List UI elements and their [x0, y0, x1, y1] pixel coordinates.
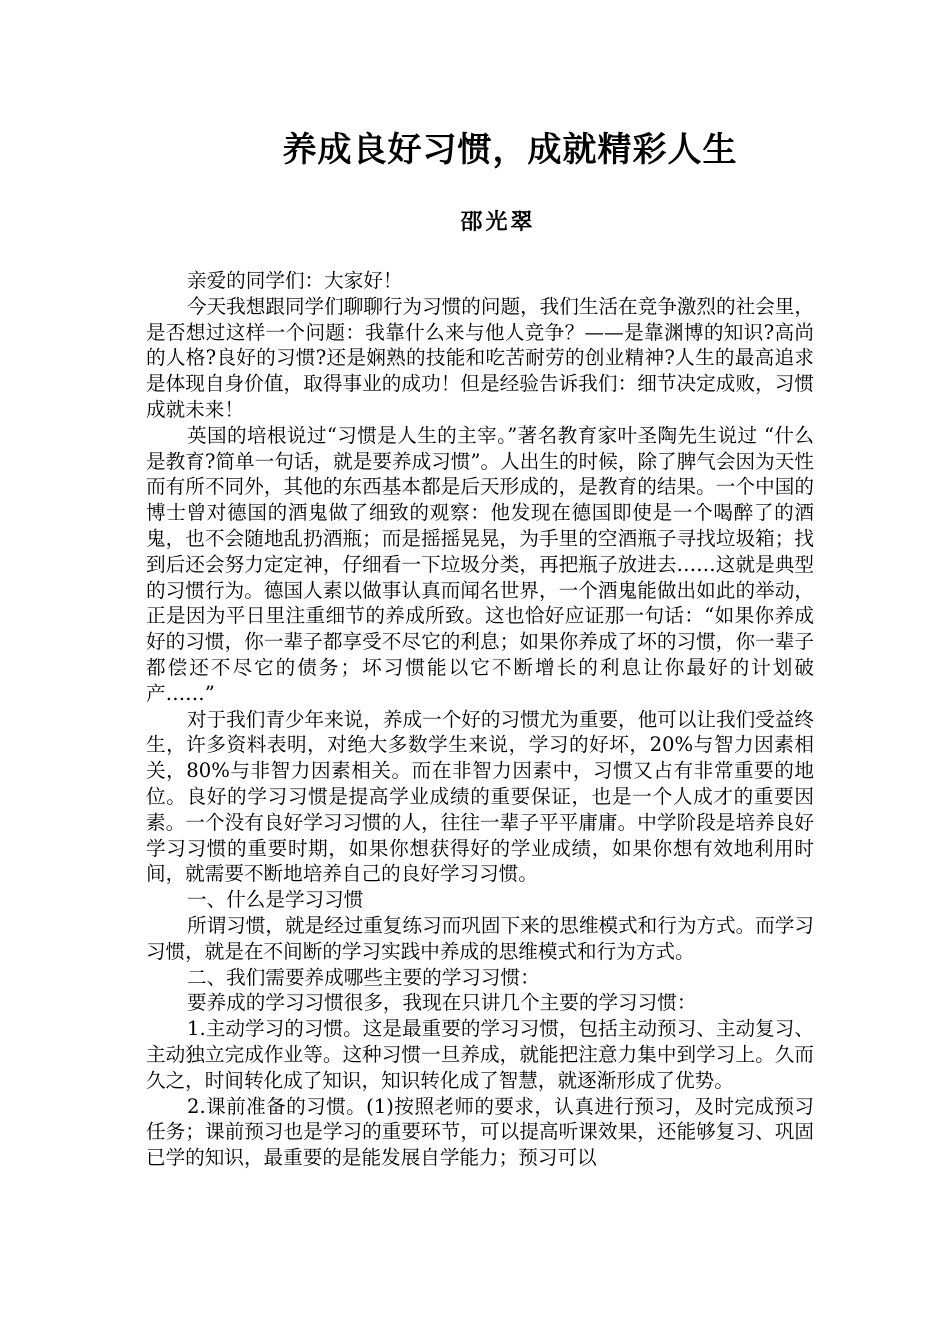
section-heading: 一、什么是学习习惯 [187, 888, 364, 912]
paragraph-greeting: 亲爱的同学们：大家好！ [187, 269, 403, 292]
section-heading: 二、我们需要养成哪些主要的学习习惯： [187, 965, 540, 989]
paragraph: 今天我想跟同学们聊聊行为习惯的问题，我们生活在竞争激烈的社会里，是否想过这样一个问题：我靠什么来与他人竞争？——是靠渊博的知识?高尚的人格?良好的习惯?还是娴熟的技能和吃苦耐劳的创业精神?人生的最高追求是体现自身价值，取得事业的成功！但是经验告诉我们：细节决定成败，习惯成就未来！ [146, 294, 814, 421]
document-author: 邵光翠 [460, 210, 536, 235]
document-title: 养成良好习惯，成就精彩人生 [282, 130, 738, 170]
paragraph: 所谓习惯，就是经过重复练习而巩固下来的思维模式和行为方式。而学习习惯，就是在不间断的学习实践中养成的思维模式和行为方式。 [146, 913, 814, 963]
paragraph: 英国的培根说过“习惯是人生的主宰。”著名教育家叶圣陶先生说过 “什么是教育?简单一句话，就是要养成习惯”。人出生的时候，除了脾气会因为天性而有所不同外，其他的东西基本都是后天形成的，是教育的结果。一个中国的博士曾对德国的酒鬼做了细致的观察：他发现在德国即使是一个喝醉了的酒鬼，也不会随地乱扔酒瓶；而是摇摇晃晃，为手里的空酒瓶子寻找垃圾箱；找到后还会努力定定神，仔细看一下垃圾分类，再把瓶子放进去……这就是典型的习惯行为。德国人素以做事认真而闻名世界，一个酒鬼能做出如此的举动，正是因为平日里注重细节的养成所致。这也恰好应证那一句话：“如果你养成好的习惯，你一辈子都享受不尽它的利息；如果你养成了坏的习惯，你一辈子都偿还不尽它的债务；坏习惯能以它不断增长的利息让你最好的计划破产……” [146, 423, 814, 705]
list-item: 1.主动学习的习惯。这是最重要的学习习惯，包括主动预习、主动复习、主动独立完成作业等。这种习惯一旦养成，就能把注意力集中到学习上。久而久之，时间转化成了知识，知识转化成了智慧，就逐渐形成了优势。 [146, 1017, 814, 1092]
document-body [146, 268, 814, 1171]
list-item: 2.课前准备的习惯。(1)按照老师的要求，认真进行预习，及时完成预习任务；课前预习也是学习的重要环节，可以提高听课效果，还能够复习、巩固已学的知识，最重要的是能发展自学能力；预习可以 [146, 1094, 814, 1170]
paragraph: 要养成的学习习惯很多，我现在只讲几个主要的学习习惯： [187, 991, 697, 1015]
paragraph: 对于我们青少年来说，养成一个好的习惯尤为重要，他可以让我们受益终生，许多资料表明，对绝大多数学生来说，学习的好坏，20%与智力因素相关，80%与非智力因素相关。而在非智力因素中，习惯又占有非常重要的地位。良好的学习习惯是提高学业成绩的重要保证，也是一个人成才的重要因素。一个没有良好学习习惯的人，往往一辈子平平庸庸。中学阶段是培养良好学习习惯的重要时期，如果你想获得好的学业成绩，如果你想有效地利用时间，就需要不断地培养自己的良好学习习惯。 [146, 707, 814, 886]
